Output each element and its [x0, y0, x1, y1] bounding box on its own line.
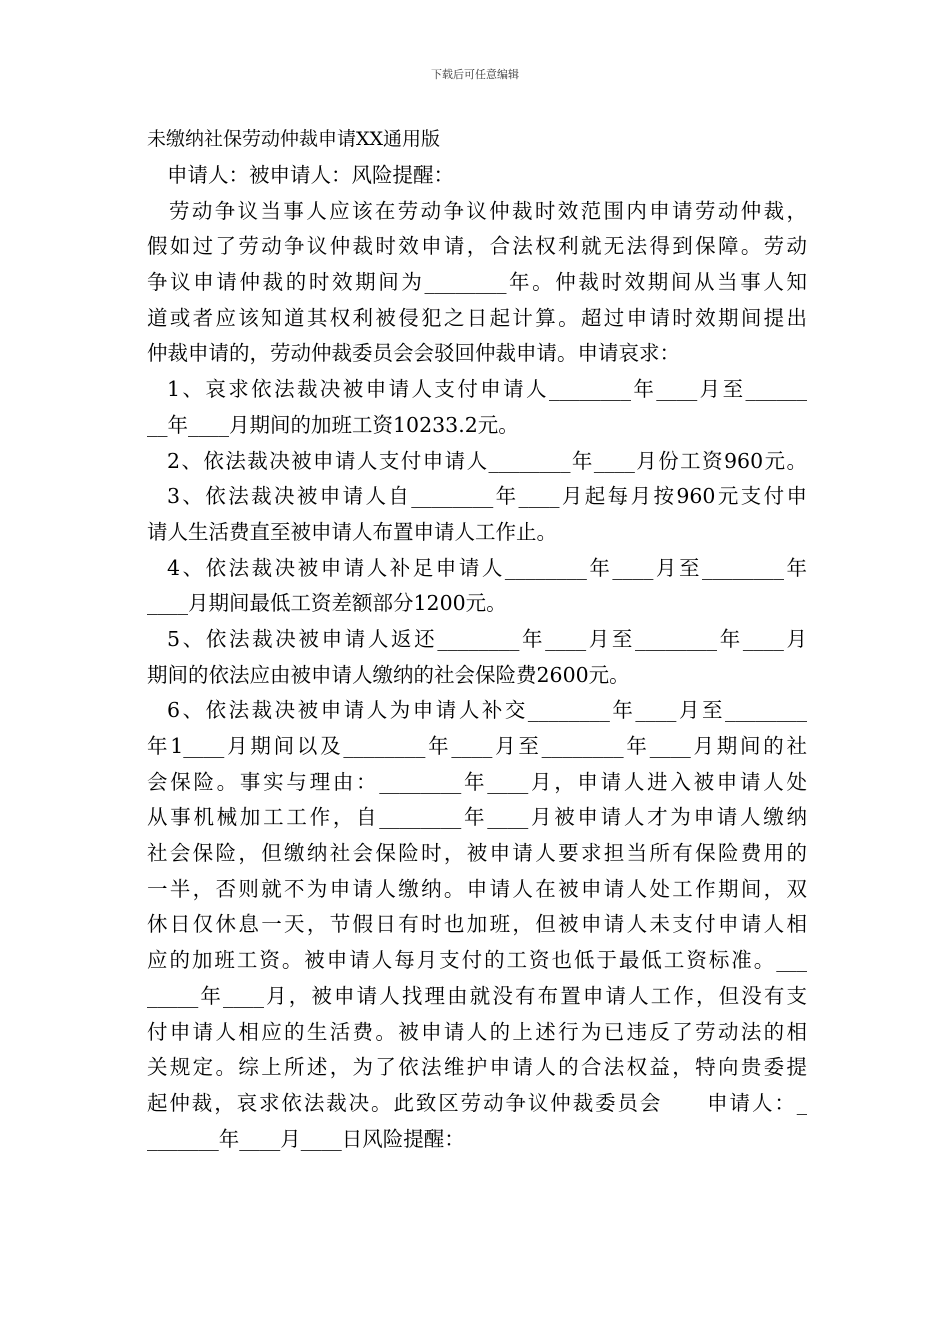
body-line: ____月期间最低工资差额部分1200元。: [147, 591, 507, 616]
body-line: 5、依法裁决被申请人返还________年____月至________年____月: [167, 626, 807, 651]
body-line: 关规定。综上所述，为了依法维护申请人的合法权益，特向贵委提: [147, 1055, 807, 1080]
body-line: 从事机械加工工作，自________年____月被申请人才为申请人缴纳: [147, 805, 807, 830]
body-line: __年____月期间的加班工资10233.2元。: [147, 412, 519, 437]
body-line: 3、依法裁决被申请人自________年____月起每月按960元支付申: [167, 484, 807, 509]
body-line: 仲裁申请的，劳动仲裁委员会会驳回仲裁申请。申请哀求：: [147, 341, 680, 366]
body-line: 6、依法裁决被申请人为申请人补交________年____月至________: [167, 698, 807, 723]
body-line: 一半，否则就不为申请人缴纳。申请人在被申请人处工作期间，双: [147, 876, 807, 901]
body-line: 4、依法裁决被申请人补足申请人________年____月至________年: [167, 555, 807, 580]
document-title: 未缴纳社保劳动仲裁申请XX通用版: [147, 128, 441, 150]
body-line: _______年____月____日风险提醒：: [147, 1126, 465, 1151]
body-line: 2、依法裁决被申请人支付申请人________年____月份工资960元。: [167, 448, 807, 473]
body-line: 道或者应该知道其权利被侵犯之日起计算。超过申请时效期间提出: [147, 305, 807, 330]
document-body: [147, 158, 807, 1157]
body-line: 期间的依法应由被申请人缴纳的社会保险费2600元。: [147, 662, 630, 687]
body-line: 1、哀求依法裁决被申请人支付申请人________年____月至______: [167, 377, 807, 402]
body-line: 争议申请仲裁的时效期间为________年。仲裁时效期间从当事人知: [147, 270, 807, 295]
body-line: 起仲裁，哀求依法裁决。此致区劳动争议仲裁委员会 申请人：_: [147, 1090, 807, 1115]
body-line: 休日仅休息一天，节假日有时也加班，但被申请人未支付申请人相: [147, 912, 807, 937]
page-header-note: 下载后可任意编辑: [431, 68, 519, 81]
body-line: 付申请人相应的生活费。被申请人的上述行为已违反了劳动法的相: [147, 1019, 807, 1044]
body-line: 劳动争议当事人应该在劳动争议仲裁时效范围内申请劳动仲裁，: [169, 198, 807, 223]
body-line: 请人生活费直至被申请人布置申请人工作止。: [147, 519, 557, 544]
body-line: 社会保险，但缴纳社会保险时，被申请人要求担当所有保险费用的: [147, 841, 807, 866]
body-line: 应的加班工资。被申请人每月支付的工资也低于最低工资标准。___: [147, 948, 807, 973]
body-line: 会保险。事实与理由：________年____月，申请人进入被申请人处: [147, 769, 807, 794]
body-line: 申请人：被申请人：风险提醒：: [167, 163, 454, 187]
body-line: 年1____月期间以及________年____月至________年____月期间的社: [147, 734, 807, 758]
body-line: 假如过了劳动争议仲裁时效申请，合法权利就无法得到保障。劳动: [147, 234, 807, 259]
body-line: _____年____月，被申请人找理由就没有布置申请人工作，但没有支: [147, 983, 807, 1008]
